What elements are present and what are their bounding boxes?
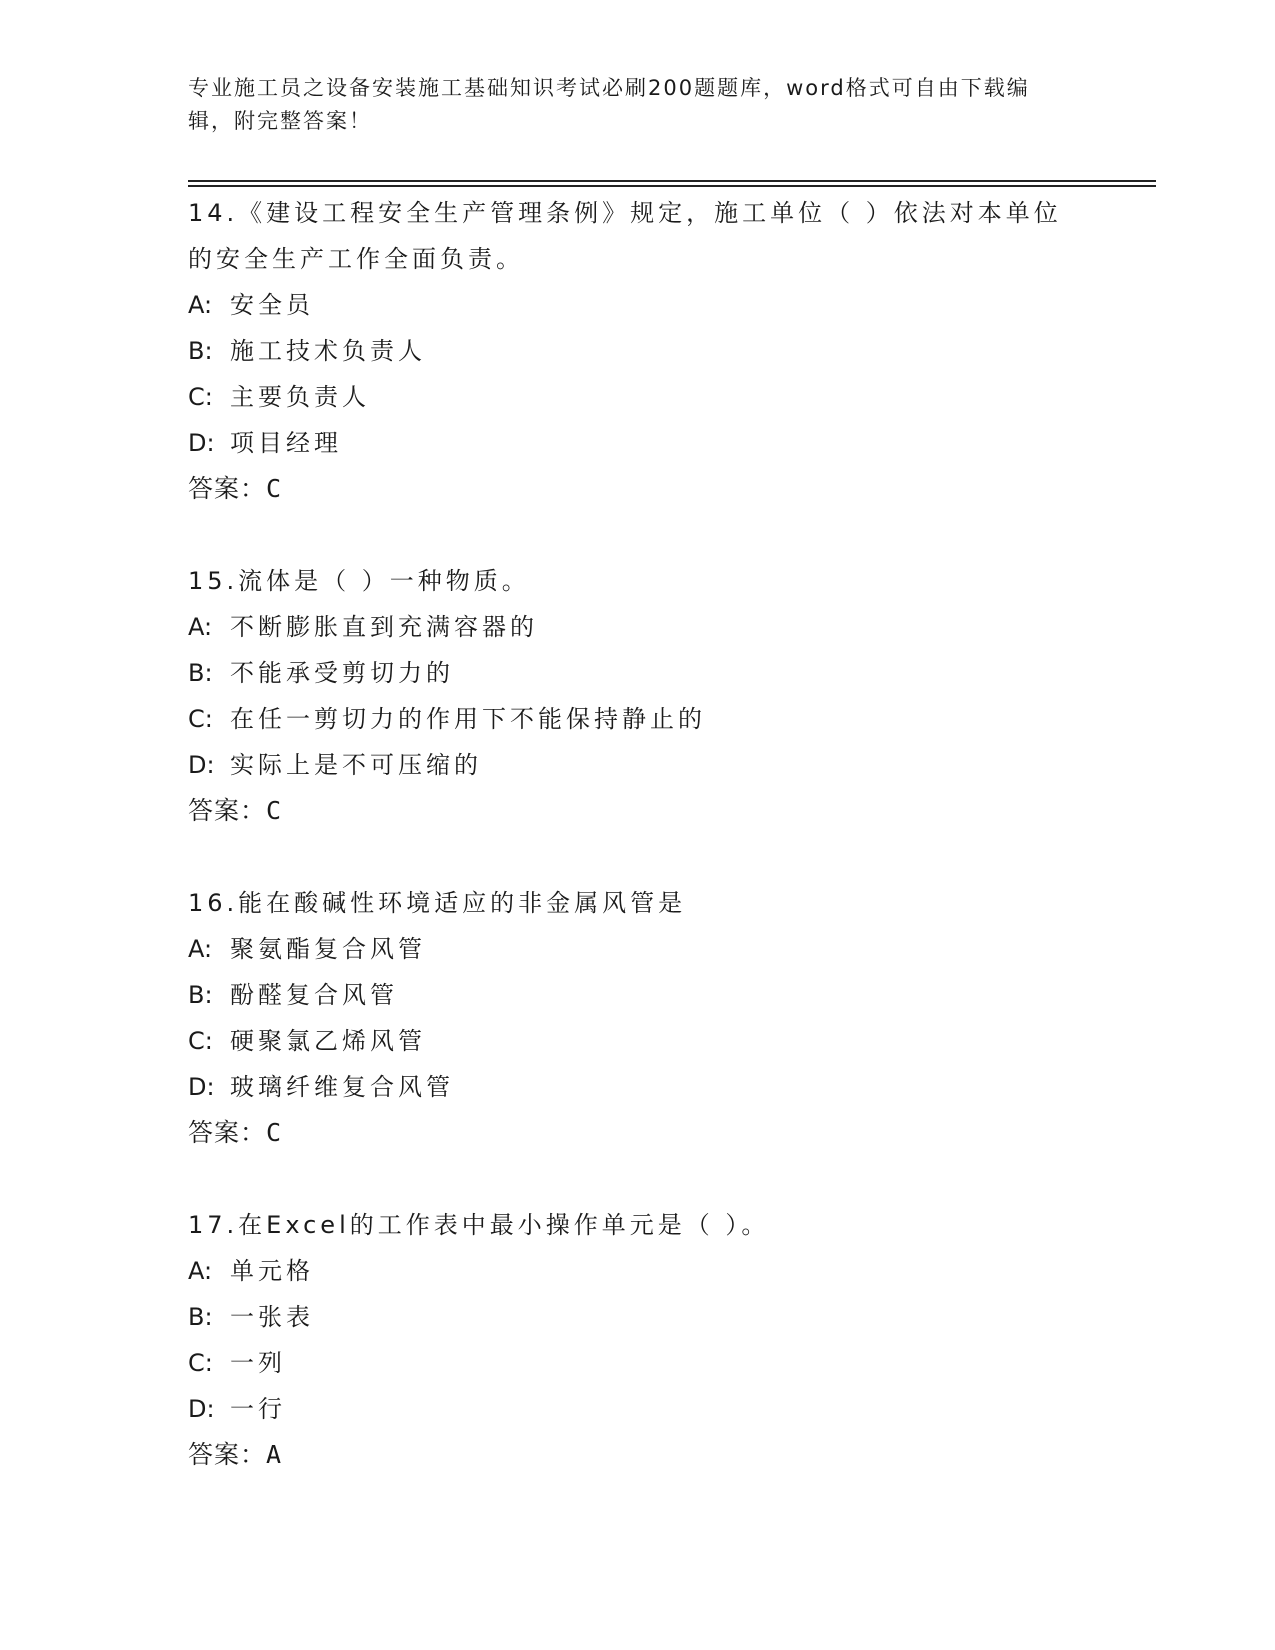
answer-line — [188, 1432, 1088, 1478]
option-letter: D: — [188, 1073, 215, 1101]
option-c — [188, 374, 1088, 420]
question-text: 14.《建设工程安全生产管理条例》规定，施工单位（ ）依法对本单位的安全生产工作全面负责。 — [188, 199, 1062, 273]
question-14 — [188, 190, 1088, 512]
option-letter: B: — [188, 981, 213, 1009]
answer-value: C — [266, 1118, 282, 1147]
answer-label: 答案： — [188, 474, 267, 503]
option-d — [188, 1064, 1088, 1110]
answer-value: C — [266, 796, 282, 825]
option-text: 不断膨胀直到充满容器的 — [230, 613, 538, 641]
option-a — [188, 926, 1088, 972]
option-c — [188, 1340, 1088, 1386]
option-d — [188, 420, 1088, 466]
option-text: 主要负责人 — [230, 383, 370, 411]
option-text: 不能承受剪切力的 — [230, 659, 454, 687]
option-letter: B: — [188, 659, 213, 687]
option-text: 实际上是不可压缩的 — [230, 751, 482, 779]
option-c — [188, 1018, 1088, 1064]
question-16 — [188, 880, 1088, 1156]
option-letter: C: — [188, 1027, 213, 1055]
option-letter: A: — [188, 935, 213, 963]
option-letter: A: — [188, 291, 213, 319]
option-a — [188, 1248, 1088, 1294]
option-c — [188, 696, 1088, 742]
question-17 — [188, 1202, 1088, 1478]
answer-value: C — [266, 474, 282, 503]
option-text: 一行 — [230, 1395, 286, 1423]
option-text: 安全员 — [230, 291, 314, 319]
option-text: 一列 — [230, 1349, 286, 1377]
option-letter: B: — [188, 337, 213, 365]
answer-label: 答案： — [188, 1440, 267, 1469]
answer-line — [188, 466, 1088, 512]
option-text: 项目经理 — [230, 429, 342, 457]
option-letter: D: — [188, 751, 215, 779]
question-15 — [188, 558, 1088, 834]
answer-value: A — [266, 1440, 282, 1469]
option-a — [188, 604, 1088, 650]
option-text: 聚氨酯复合风管 — [230, 935, 426, 963]
option-letter: D: — [188, 429, 215, 457]
option-text: 一张表 — [230, 1303, 314, 1331]
question-text: 17.在Excel的工作表中最小操作单元是（ ）。 — [188, 1211, 770, 1239]
option-letter: C: — [188, 383, 213, 411]
document-header — [188, 72, 1068, 138]
option-b — [188, 1294, 1088, 1340]
option-letter: C: — [188, 705, 213, 733]
option-letter: B: — [188, 1303, 213, 1331]
option-d — [188, 742, 1088, 788]
answer-label: 答案： — [188, 1118, 267, 1147]
option-text: 在任一剪切力的作用下不能保持静止的 — [230, 705, 706, 733]
option-text: 单元格 — [230, 1257, 314, 1285]
header-divider-top — [188, 180, 1156, 182]
option-text: 玻璃纤维复合风管 — [230, 1073, 454, 1101]
option-letter: A: — [188, 613, 213, 641]
option-letter: C: — [188, 1349, 213, 1377]
option-b — [188, 328, 1088, 374]
answer-line — [188, 788, 1088, 834]
option-b — [188, 650, 1088, 696]
question-text: 15.流体是（ ）一种物质。 — [188, 567, 530, 595]
header-divider-bottom — [188, 185, 1156, 187]
option-a — [188, 282, 1088, 328]
option-d — [188, 1386, 1088, 1432]
option-b — [188, 972, 1088, 1018]
answer-label: 答案： — [188, 796, 267, 825]
option-text: 施工技术负责人 — [230, 337, 426, 365]
question-text: 16.能在酸碱性环境适应的非金属风管是 — [188, 889, 687, 917]
option-letter: A: — [188, 1257, 213, 1285]
answer-line — [188, 1110, 1088, 1156]
document-title: 专业施工员之设备安装施工基础知识考试必刷200题题库，word格式可自由下载编辑，附完整答案！ — [188, 76, 1030, 133]
option-text: 酚醛复合风管 — [230, 981, 398, 1009]
option-text: 硬聚氯乙烯风管 — [230, 1027, 426, 1055]
option-letter: D: — [188, 1395, 215, 1423]
question-list — [188, 190, 1088, 1524]
